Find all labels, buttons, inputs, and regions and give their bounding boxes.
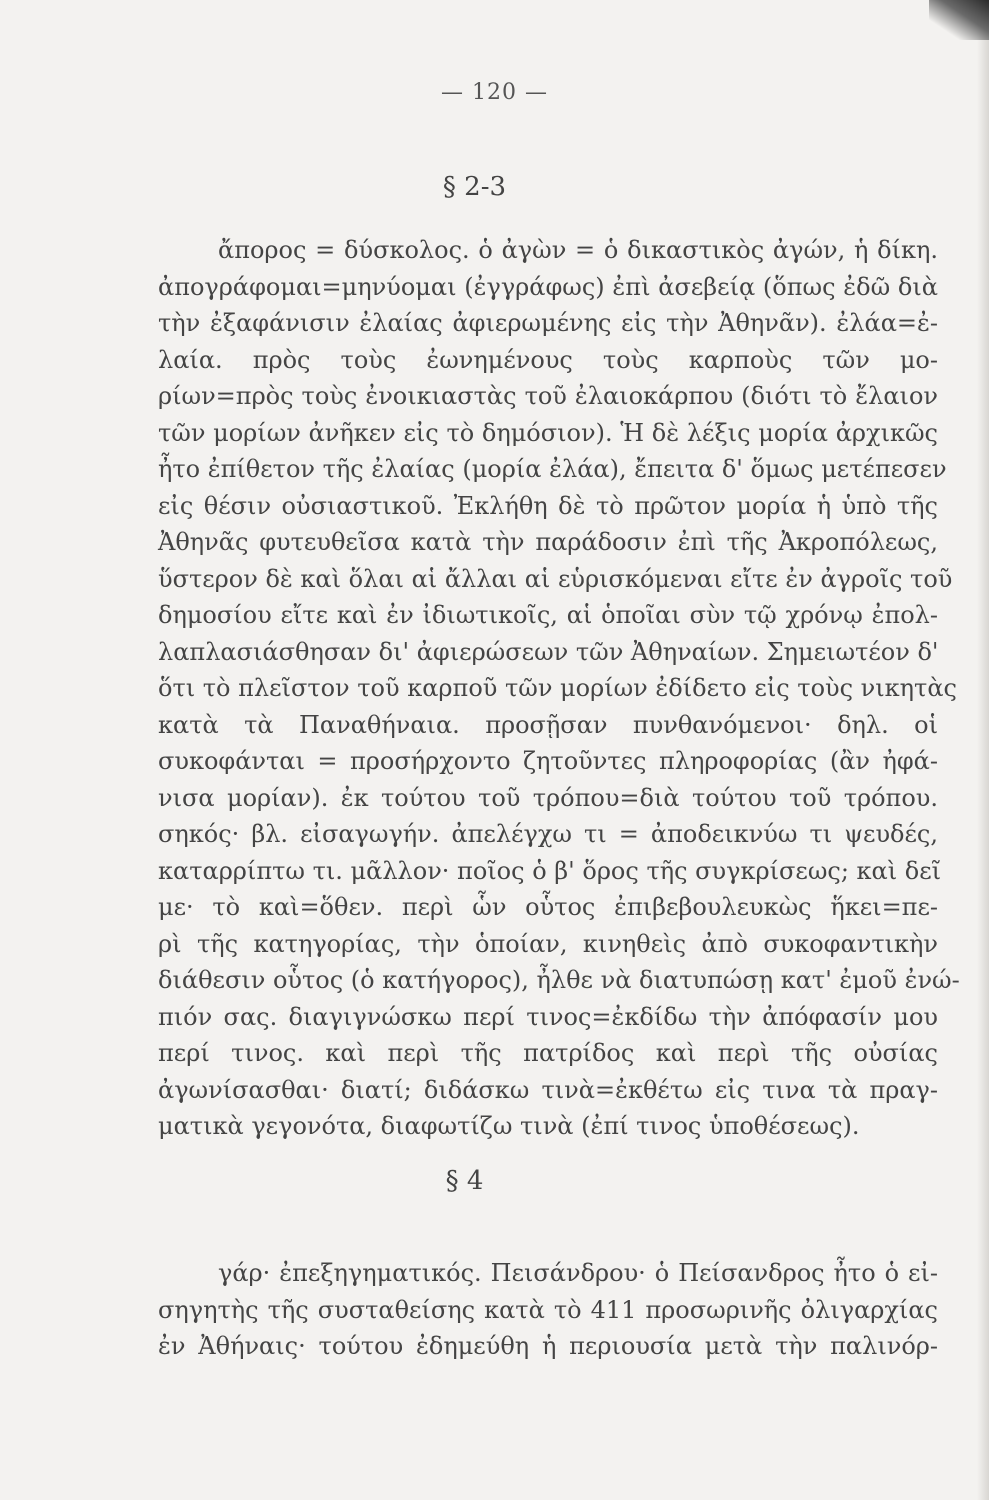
text-line: με· τὸ καὶ=ὅθεν. περὶ ὧν οὗτος ἐπιβεβουλευκὼς ἥκει=πε- [158, 893, 938, 921]
text-line: ματικὰ γεγονότα, διαφωτίζω τινὰ (ἐπί τινος ὑποθέσεως). [158, 1112, 860, 1140]
text-line: δημοσίου εἴτε καὶ ἐν ἰδιωτικοῖς, αἱ ὁποῖαι σὺν τῷ χρόνῳ ἐπολ- [158, 601, 938, 629]
text-line: ὅτι τὸ πλεῖστον τοῦ καρποῦ τῶν μορίων ἐδίδετο εἰς τοὺς νικητὰς [158, 674, 957, 702]
text-line: λαία. πρὸς τοὺς ἐωνημένους τοὺς καρποὺς τῶν μο- [158, 345, 938, 374]
page-number-header: — 120 — [441, 80, 548, 105]
text-line: διάθεσιν οὗτος (ὁ κατήγορος), ἦλθε νὰ διατυπώσῃ κατ' ἐμοῦ ἐνώ- [158, 966, 960, 994]
text-line: ἀγωνίσασθαι· διατί; διδάσκω τινὰ=ἐκθέτω εἰς τινα τὰ πραγ- [158, 1075, 938, 1104]
text-line: ρὶ τῆς κατηγορίας, τὴν ὁποίαν, κινηθεὶς ἀπὸ συκοφαντικὴν [158, 929, 938, 958]
text-line: ρίων=πρὸς τοὺς ἐνοικιαστὰς τοῦ ἐλαιοκάρπου (διότι τὸ ἔλαιον [158, 382, 938, 410]
text-line: εἰς θέσιν οὐσιαστικοῦ. Ἐκλήθη δὲ τὸ πρῶτον μορία ἡ ὑπὸ τῆς [158, 491, 938, 520]
section-mark-4: § 4 [445, 1166, 484, 1196]
commentary-block-section-4 [158, 1255, 938, 1365]
text-line: Ἀθηνᾶς φυτευθεῖσα κατὰ τὴν παράδοσιν ἐπὶ τῆς Ἀκροπόλεως, [158, 528, 938, 556]
text-line: ὕστερον δὲ καὶ ὅλαι αἱ ἄλλαι αἱ εὑρισκόμεναι εἴτε ἐν ἀγροῖς τοῦ [158, 564, 953, 593]
text-line: καταρρίπτω τι. μᾶλλον· ποῖος ὁ β' ὅρος τῆς συγκρίσεως; καὶ δεῖ [158, 856, 942, 885]
text-line: πιόν σας. διαγιγνώσκω περί τινος=ἐκδίδω τὴν ἀπόφασίν μου [158, 1002, 938, 1031]
text-line: λαπλασιάσθησαν δι' ἀφιερώσεων τῶν Ἀθηναίων. Σημειωτέον δ' [158, 637, 939, 666]
text-line: γάρ· ἐπεξηγηματικός. Πεισάνδρου· ὁ Πείσανδρος ἦτο ὁ εἰ- [218, 1259, 938, 1287]
text-line: ἀπογράφομαι=μηνύομαι (ἐγγράφως) ἐπὶ ἀσεβείᾳ (ὅπως ἐδῶ διὰ [158, 272, 938, 301]
text-line: τὴν ἐξαφάνισιν ἐλαίας ἀφιερωμένης εἰς τὴν Ἀθηνᾶν). ἐλάα=ἐ- [158, 309, 938, 337]
text-line: νισα μορίαν). ἐκ τούτου τοῦ τρόπου=διὰ τούτου τοῦ τρόπου. [158, 783, 938, 812]
text-line: συκοφάνται = προσήρχοντο ζητοῦντες πληροφορίας (ἂν ἠφά- [158, 747, 938, 775]
page-edge-shadow [977, 0, 989, 1500]
scan-corner-mark [929, 0, 989, 40]
text-line: σηκός· βλ. εἰσαγωγήν. ἀπελέγχω τι = ἀποδεικνύω τι ψευδές, [158, 820, 938, 848]
text-line: σηγητὴς τῆς συσταθείσης κατὰ τὸ 411 προσωρινῆς ὀλιγαρχίας [158, 1295, 938, 1324]
text-line: τῶν μορίων ἀνῆκεν εἰς τὸ δημόσιον). Ἡ δὲ λέξις μορία ἀρχικῶς [158, 418, 938, 447]
text-line: κατὰ τὰ Παναθήναια. προσῇσαν πυνθανόμενοι· δηλ. οἱ [158, 710, 938, 739]
text-line: ἄπορος = δύσκολος. ὁ ἀγὼν = ὁ δικαστικὸς ἀγών, ἡ δίκη. [218, 236, 938, 264]
text-line: ἦτο ἐπίθετον τῆς ἐλαίας (μορία ἐλάα), ἔπειτα δ' ὅμως μετέπεσεν [158, 455, 947, 483]
text-line: περί τινος. καὶ περὶ τῆς πατρίδος καὶ περὶ τῆς οὐσίας [158, 1039, 938, 1067]
section-mark-2-3: § 2-3 [442, 172, 507, 202]
text-line: ἐν Ἀθήναις· τούτου ἐδημεύθη ἡ περιουσία μετὰ τὴν παλινόρ- [158, 1332, 938, 1360]
commentary-block-section-2-3 [158, 232, 960, 1145]
